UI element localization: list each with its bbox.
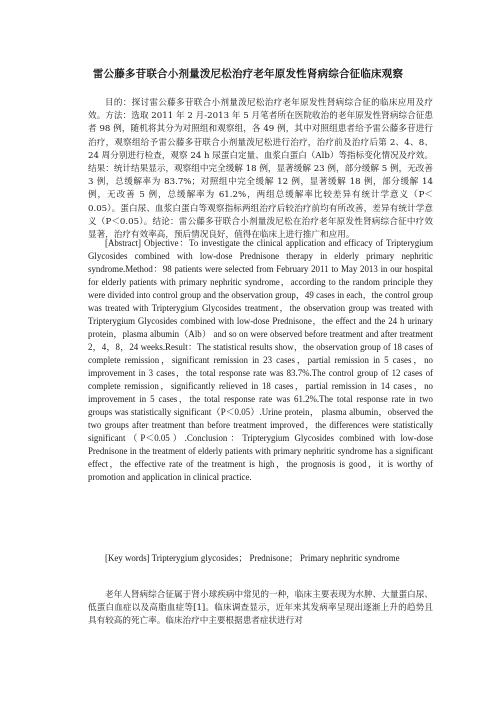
keywords: [Key words] Tripterygium glycosides； Prednisone； Primary nephritic syndrome [105,553,400,563]
abstract-english: [Abstract] Objective：To investigate the clinical application and efficacy of Tripterygium Glycosides combined with low-dose Prednisone therapy in elderly primary nephritic syndrome.Method：98 patients were selected from February 2011 to May 2013 in our hospital for elderly patients with primary nephritic syndrome，according to the random principle they were divided into control group and the observation group，49 cases in each，the control group was treated with Tripterygium Glycosides treatment，the observation group was treated with Tripterygium Glycosides combined with low-dose Prednisone，the effect and the 24 h urinary protein，plasma albumin（Alb） and so on were observed before treatment and after treatment 2，4，8，24 weeks.Result：The statistical results show，the observation group of 18 cases of complete remission，significant remission in 23 cases，partial remission in 5 cases，no improvement in 3 cases，the total response rate was 83.7%.The control group of 12 cases of complete remission，significantly relieved in 18 cases，partial remission in 14 cases，no improvement in 5 cases，the total response rate was 61.2%.The total response rate in two groups was statistically significant（P＜0.05）.Urine protein， plasma albumin，observed the two groups after treatment than before treatment improved，the differences were statistically significant（P＜0.05）.Conclusion：Tripterygium Glycosides combined with low-dose Prednisone in the treatment of elderly patients with primary nephritic syndrome has a significant effect，the effective rate of the treatment is high，the prognosis is good，it is worthy of promotion and application in clinical practice. [88,238,433,482]
body-introduction: 老年人肾病综合征属于肾小球疾病中常见的一种，临床主要表现为水肿、大量蛋白尿、低蛋白血症以及高脂血症等[1]。临床调查显示，近年来其发病率呈现出逐渐上升的趋势且具有较高的死亡率。临床治疗中主要根据患者症状进行对 [88,590,433,627]
paper-title: 雷公藤多苷联合小剂量泼尼松治疗老年原发性肾病综合征临床观察 [92,68,404,80]
abstract-chinese: 目的：探讨雷公藤多苷联合小剂量泼尼松治疗老年原发性肾病综合征的临床应用及疗效。方法：选取 2011 年 2 月-2013 年 5 月笔者所在医院收治的老年原发性肾病综合征患者 98 例，随机将其分为对照组和观察组，各 49 例，其中对照组患者给予雷公藤多苷进行治疗，观察组给予雷公藤多苷联合小剂量泼尼松进行治疗，治疗前及治疗后第 2、4、8、24 周分别进行检查，观察 24 h 尿蛋白定量、血浆白蛋白（Alb）等指标变化情况及疗效。结果：统计结果显示，观察组中完全缓解 18 例，显著缓解 23 例，部分缓解 5 例，无改善 3 例，总缓解率为 83.7%；对照组中完全缓解 12 例，显著缓解 18 例，部分缓解 14 例，无改善 5 例，总缓解率为 61.2%，两组总缓解率比较差异有统计学意义（P＜0.05）。蛋白尿、血浆白蛋白等观察指标两组治疗后较治疗前均有所改善，差异有统计学意义（P＜0.05）。结论：雷公藤多苷联合小剂量泼尼松在治疗老年原发性肾病综合征中疗效显著，治疗有效率高，预后情况良好，值得在临床上进行推广和应用。 [88,98,433,241]
